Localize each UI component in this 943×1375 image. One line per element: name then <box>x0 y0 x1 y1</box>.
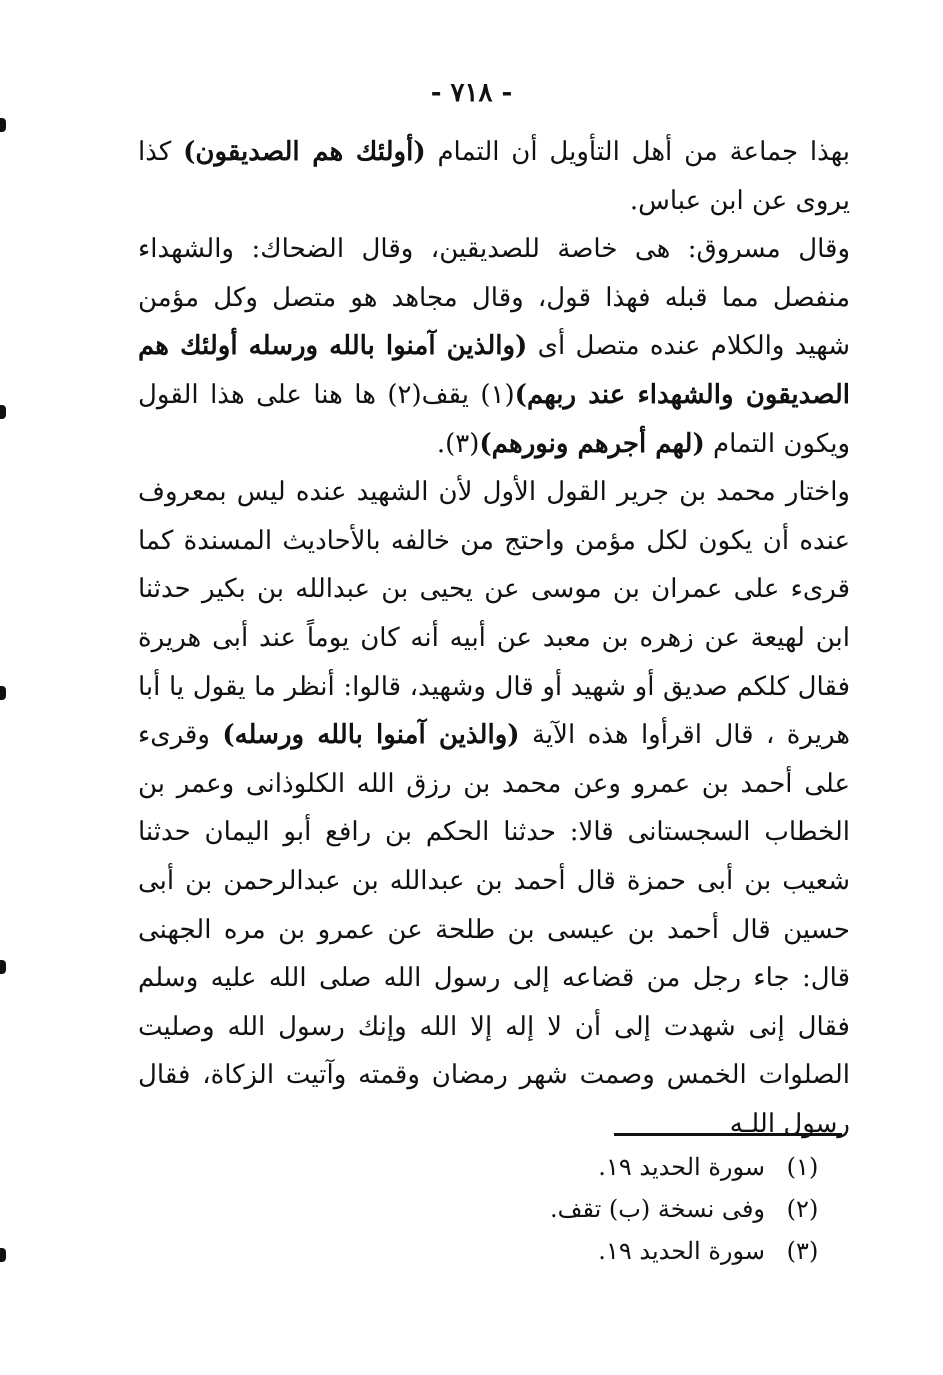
margin-mark <box>0 960 6 974</box>
paragraph <box>138 225 850 468</box>
footnote-text: سورة الحديد ١٩. <box>598 1153 765 1181</box>
paragraph <box>138 468 850 1148</box>
paragraph-text: واختار محمد بن جرير القول الأول لأن الشهيد عنده ليس بمعروف عنده أن يكون لكل مؤمن واحتج من خالفه بالأحاديث المسندة كما قرىء على عمران بن موسى عن يحيى بن عبدالله بن بكير حدثنا ابن لهيعة عن زهره بن معبد عن أبيه أنه كان يوماً عند أبى هريرة فقال كلكم صديق أو شهيد أو قال وشهيد، قالوا: أنظر ما يقول يا أبا هريرة ، قال اقرأوا هذه الآية <box>138 477 851 751</box>
footnote <box>400 1188 840 1230</box>
footnote-text: وفى نسخة (ب) تقف. <box>549 1195 765 1223</box>
paragraph-text: وقرىء على أحمد بن عمرو وعن محمد بن رزق الله الكلوذانى وعمر بن الخطاب السجستانى قالا: حدثنا الحكم بن رافع أبو اليمان حدثنا شعيب بن أبى حمزة قال أحمد بن عبدالله بن عبدالرحمن بن أبى حسين قال أحمد بن عيسى بن طلحة عن عمرو بن مره الجهنى قال: جاء رجل من قضاعه إلى رسول الله صلى الله عليه وسلم فقال إنى شهدت إلى أن لا إله إلا الله وإنك رسول الله وصليت الصلوات الخمس وصمت شهر رمضان وقمته وآتيت الزكاة، فقال رسول اللـه <box>138 720 850 1139</box>
margin-mark <box>0 118 6 132</box>
footnote <box>400 1230 840 1272</box>
margin-mark <box>0 405 6 419</box>
quran-quote: (والذين آمنوا بالله ورسله أولئك هم الصديقون والشهداء عند ربهم) <box>138 331 850 410</box>
quran-quote: (لهم أجرهم ونورهم) <box>479 428 705 459</box>
paragraph-text: (١) يقف(٢) ها هنا على هذا القول ويكون التمام <box>138 379 850 459</box>
paragraph-text: (٣). <box>436 428 480 459</box>
footnote-divider <box>614 1133 842 1136</box>
paragraph-text: كذا يروى عن ابن عباس. <box>138 137 850 216</box>
paragraph-text: بهذا جماعة من أهل التأويل أن التمام <box>425 137 851 167</box>
paragraph-text: وقال مسروق: هى خاصة للصديقين، وقال الضحاك: والشهداء منفصل مما قبله فهذا قول، وقال مجاهد هو متصل وكل مؤمن شهيد والكلام عنده متصل أى <box>138 234 850 362</box>
body-text <box>138 128 850 1148</box>
footnote-number: (٢) <box>786 1195 819 1223</box>
footnote-text: سورة الحديد ١٩. <box>598 1237 765 1265</box>
paragraph <box>138 128 850 225</box>
footnote-number: (٣) <box>786 1237 819 1265</box>
page-number: - ٧١٨ - <box>430 78 513 108</box>
margin-mark <box>0 686 6 700</box>
margin-mark <box>0 1248 6 1262</box>
footnotes <box>400 1146 840 1272</box>
quran-quote: (أولئك هم الصديقون) <box>183 137 426 167</box>
quran-quote: (والذين آمنوا بالله ورسله) <box>222 720 520 751</box>
footnote <box>400 1146 840 1188</box>
footnote-number: (١) <box>786 1153 819 1181</box>
